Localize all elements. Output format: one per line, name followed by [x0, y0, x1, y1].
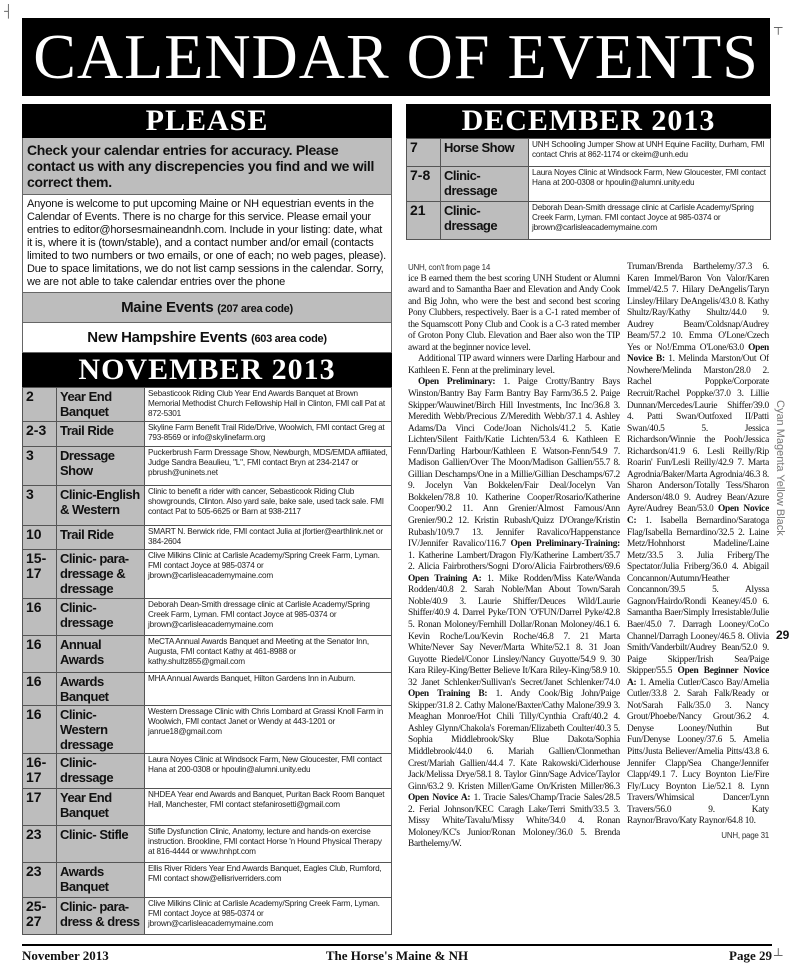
event-row [23, 550, 392, 599]
event-details: Sebasticook Riding Club Year End Awards Banquet at Brown Memorial Methodist Church Fellowship Hall in Clinton, FMI call Pat at 872-5301 [145, 388, 392, 422]
event-row [407, 139, 771, 167]
event-date: 10 [23, 526, 57, 550]
right-column [406, 104, 771, 240]
event-date: 16 [23, 673, 57, 706]
event-date: 16 [23, 599, 57, 636]
footer-issue: November 2013 [22, 948, 109, 963]
event-row [23, 388, 392, 422]
event-details: MeCTA Annual Awards Banquet and Meeting at the Senator Inn, Augusta, FMI contact Kathy at 461-8988 or kathy.shultz855@gmail.com [145, 636, 392, 673]
event-details: Deborah Dean-Smith dressage clinic at Carlisle Academy/Spring Creek Farm, Lyman. FMI contact Joyce at 985-0374 or jbrown@carlisleacademymaine.com [145, 599, 392, 636]
event-name: Dressage Show [57, 447, 145, 486]
continued-from: UNH, con't from page 14 [408, 263, 491, 272]
event-name: Clinic- para-dressage & dressage [57, 550, 145, 599]
event-name: Clinic- Western dressage [57, 706, 145, 754]
event-details: Clinic to benefit a rider with cancer, Sebasticook Riding Club showgrounds, Clinton. Also yard sale, bake sale, used tack sale. FMI contact Pat to 505-6625 or Barn at 938-2117 [145, 486, 392, 526]
event-details: Ellis River Riders Year End Awards Banquet, Eagles Club, Rumford, FMI contact show@ellisriverriders.com [145, 863, 392, 898]
event-details: Western Dressage Clinic with Chris Lombard at Grassi Knoll Farm in Woolwich, FMI contact Janet or Wendy at 443-1201 or janrue18@gmail.com [145, 706, 392, 754]
accuracy-notice: Check your calendar entries for accuracy. Please contact us with any discrepencies you find and we will correct them. [22, 138, 392, 195]
footer-publication: The Horse's Maine & NH [325, 948, 469, 963]
event-name: Year End Banquet [57, 388, 145, 422]
event-date: 16-17 [23, 754, 57, 789]
left-column [22, 104, 392, 935]
event-name: Clinic- Stifle [57, 826, 145, 863]
event-details: Deborah Dean-Smith dressage clinic at Carlisle Academy/Spring Creek Farm, Lyman. FMI contact Joyce at 985-0374 or jbrown@carlisleacademymaine.com [529, 202, 771, 240]
margin-page-number: 29 [776, 628, 790, 642]
event-date: 7 [407, 139, 441, 167]
event-details: Puckerbrush Farm Dressage Show, Newburgh, MDS/EMDA affiliated, Judge Sandra Beaulieu, "L", FMI contact Bryn at 234-2147 or pbrush@uninets.net [145, 447, 392, 486]
maine-events-header: Maine Events (207 area code) [22, 293, 392, 323]
event-date: 23 [23, 826, 57, 863]
event-date: 3 [23, 447, 57, 486]
event-name: Clinic- dressage [441, 202, 529, 240]
article-column-2 [627, 262, 769, 934]
event-row [23, 673, 392, 706]
event-details: SMART N. Berwick ride, FMI contact Julia at jfortier@earthlink.net or 384-2604 [145, 526, 392, 550]
article-paragraph: Additional TIP award winners were Darling Harbour and Kathleen E. Fenn at the preliminary level. [408, 354, 620, 376]
event-name: Annual Awards [57, 636, 145, 673]
event-date: 23 [23, 863, 57, 898]
event-row [23, 826, 392, 863]
event-row [23, 447, 392, 486]
event-row [23, 789, 392, 826]
event-details: MHA Annual Awards Banquet, Hilton Gardens Inn in Auburn. [145, 673, 392, 706]
results-block: Truman/Brenda Barthelemy/37.3 6. Karen Immel/Baron Von Valor/Karen Immel/42.5 7. Hilary DeAngelis/Taryn Linsley/Hilary DeAngelis/43.0 8. Kathy Shultz/Ray/Kathy Shultz/44.0 9. Audrey Beam/Coldsnap/Audrey Beam/57.2 10. Emma O'Lone/Czech Yes or No!/Emma O'Lone/63.0 Open Novice B: 1. Melinda Marston/Out Of Nowhere/Melinda Marston/28.0 2. Rachel Poppke/Corporate Recruit/Rachel Poppke/37.0 3. Lillie Dunnan/Mercedes/Laurie Shiffer/39.0 4. Patti Swan/Outfoxed II/Patti Swan/40.5 5. Jessica Richardson/Winnie the Pooh/Jessica Richardson/41.9 6. Lesli Reilly/Rip Roarin' Fun/Lesli Reilly/42.9 7. Marta Agrodnia/Baker/Marta Agrodnia/46.3 8. Sharon Anderson/Totally Tess/Sharon Anderson/48.0 9. Audrey Bean/Azure Ayre/Audrey Bean/53.0 Open Novice C: 1. Isabella Bernardino/Saratoga Flag/Isabella Bernardino/32.5 2. Laine Metz/Hohnhorst Madeline/Laine Metz/33.5 3. Julia Friberg/The Spectator/Julia Friberg/36.0 4. Abigail Concannon/Autumn/Heather Concannon/39.5 5. Alyssa Gagnon/Hairdo/Rondi Keaney/45.0 6. Samantha Baer/Simply Irresistable/Julie Baer/45.0 7. Darragh Looney/CoCo Channel/Darragh Looney/46.5 8. Olivia Smith/Vanderbilt/Audrey Bean/52.0 9. Paige Skipper/Irish Sea/Paige Skipper/55.5 Open Beginner Novice A: 1. Amelia Cutler/Casco Bay/Amelia Cutler/33.8 2. Sarah Falk/Ready or Not/Sarah Falk/35.0 3. Nancy Grout/Phoebe/Nancy Grout/36.2 4. Denyse Looney/Nuthin But Fun/Denyse Looney/37.6 5. Amelia Pitts/Justa Believer/Amelia Pitts/43.8 6. Jennifer Clapp/Sea Change/Jennifer Clapp/49.1 7. Lucy Boynton Lie/Fire Fly/Lucy Boynton Lie/52.1 8. Lynn Travers/Whimsical Dancer/Lynn Travers/56.0 9. Katy Raynor/Bravo/Katy Raynor/64.8 10. [627, 262, 769, 827]
event-details: Clive Milkins Clinic at Carlisle Academy/Spring Creek Farm, Lyman. FMI contact Joyce at 985-0374 or jbrown@carlisleacademymaine.com [145, 550, 392, 599]
event-details: Laura Noyes Clinic at Windsock Farm, New Gloucester, FMI contact Hana at 200-0308 or hpoulin@alumni.unity.edu [529, 167, 771, 202]
nh-events-header: New Hampshire Events (603 area code) [22, 323, 392, 353]
results-block: Open Preliminary: 1. Paige Crotty/Bantry Bays Winston/Bantry Bay Farm Bantry Bay Farm/36.5 2. Paige Skipper/Wauwinet/Birch Hill Investments, Inc Inc/36.8 3. Meredith Webb/Precious Z/Meredith Webb/37.1 4. Ashley Adams/Da Vinci Code/Joan Nichols/41.2 5. Katie Lichten/Silent Faith/Katie Lichten/53.4 6. Kathleen E Fenn/Darling Harbour/Kathleen E Watson-Fenn/54.9 7. Madison Gallien/Over The Moon/Madison Gallien/55.7 8. Gillian Deschamps/One in a Millie/Gillian Deschamps/67.2 9. Jocelyn Van Bokkelen/Fair Deal/Jocelyn Van Bokkelen/78.8 10. Katherine Cooper/Rosario/Katherine Cooper/90.2 11. Ann Grenier/Almost Famous/Ann Grenier/90.2 12. Kristin Rubash/Quizz D'Orange/Kristin Rubash/10/9.7 13. Jennifer Ravalico/Happenstance IV/Jennifer Ravalico/116.7 Open Preliminary-Training: 1. Katherine Lambert/Dragon Fly/Katherine Lambert/35.7 2. Alicia Fairbrothers/Sogni D'oro/Alicia Fairbrothers/69.6 Open Training A: 1. Mike Rodden/Miss Kate/Wanda Rodden/40.8 2. Sarah Noble/Man About Town/Sarah Noble/40.9 3. Laurie Shiffer/Deuces Wild/Laurie Shiffer/40.9 4. Darrel Pyke/TON 'O'FUN/Darrel Pyke/42.8 5. Ronan Moloney/Fernhill Dollar/Ronan Moloney/46.1 6. Kevin Roche/Lou/Kevin Roche/46.8 7. 21 Marta White/Never Say Never/Marta White/52.1 8. 31 Joan Guyotte Riedel/Conor Linsley/Nancy Guyotte/54.9 9. 30 Kara Riley-King/Better Believe It/Kara Riley-King/58.9 10. 32 Janet Schlenker/Sullivan's Secret/Janet Schlenker/74.0 Open Training B: 1. Andy Cook/Big John/Paige Skipper/31.8 2. Cathy Malone/Baxter/Cathy Malone/39.9 3. Meaghan Monroe/Hot Chili Tilly/Cynthia Craft/40.2 4. Ashley Glynn/Chakola's Foreman/Elizabeth Coulter/40.3 5. Sophia Middlebrook/Sky Blue Dakota/Sophia Middlebrook/44.0 6. Mariah Gallien/Clonmethan Crest/Mariah Gallien/44.4 7. Kate Rakowski/Ciderhouse Jack/Melissa Drye/58.1 8. Taylor Ginn/Sage Advice/Taylor Ginn/63.2 9. Kristen Miller/Game On/Kristen Miller/86.3 Open Novice A: 1. Tracie Sales/Champ/Tracie Sales/28.5 2. Ferial Johnson/KEC Caragh Lake/Terri Smith/33.5 3. Missy White/Tavalu/Missy White/34.0 4. Ronan Moloney/KC's Junior/Ronan Moloney/36.0 5. Brenda Barthelemy/W. [408, 377, 620, 850]
event-date: 3 [23, 486, 57, 526]
event-row [23, 486, 392, 526]
event-date: 16 [23, 706, 57, 754]
event-name: Clinic- para-dress & dress [57, 898, 145, 935]
november-heading: NOVEMBER 2013 [22, 353, 392, 387]
event-date: 25-27 [23, 898, 57, 935]
event-date: 21 [407, 202, 441, 240]
article-paragraph: ice B earned them the best scoring UNH Student or Alumni award and to Samantha Baer and Elevation and Andy Cook and Big John, who were the best and second best scoring Pony Clubbers, respectively. Baer is a C-1 rated member of the Squamscott Pony Club and Cook is a C-3 rated member of Groton Pony Club. Elevation and Baer also won the TIP award at the beginner novice level. [408, 273, 620, 353]
event-details: NHDEA Year end Awards and Banquet, Puritan Back Room Banquet Hall, Manchester, FMI contact stefanirosetti@gmail.com [145, 789, 392, 826]
event-date: 2 [23, 388, 57, 422]
event-name: Awards Banquet [57, 673, 145, 706]
color-registration-label: Cyan Magenta Yellow Black [774, 400, 786, 536]
december-heading: DECEMBER 2013 [406, 104, 771, 138]
event-row [23, 526, 392, 550]
event-name: Year End Banquet [57, 789, 145, 826]
event-name: Horse Show [441, 139, 529, 167]
submission-instructions: Anyone is welcome to put upcoming Maine or NH equestrian events in the Calendar of Events. There is no charge for this service. Please email your entries to editor@horsesmaineandnh.com. Include in your listing: date, what it is, where it is (town/stable), and a contact number and/or email (contacts limited to two numbers or two emails, or one of each; no web pages, please). Due to space limitations, we do not list camp sessions in the calendar. Sorry, we are not able to take calendar entries over the phone [22, 195, 392, 293]
december-events-table [406, 138, 771, 240]
event-date: 17 [23, 789, 57, 826]
page-title: CALENDAR OF EVENTS [22, 18, 770, 96]
event-row [407, 167, 771, 202]
event-name: Clinic- dressage [57, 599, 145, 636]
event-date: 7-8 [407, 167, 441, 202]
continued-to: UNH, page 31 [721, 830, 769, 840]
event-date: 15-17 [23, 550, 57, 599]
event-details: Skyline Farm Benefit Trail Ride/Drive, Woolwich, FMI contact Greg at 793-8569 or info@skylinefarm.org [145, 422, 392, 447]
event-row [23, 422, 392, 447]
event-name: Trail Ride [57, 422, 145, 447]
november-events-table [22, 387, 392, 935]
event-details: Clive Milkins Clinic at Carlisle Academy/Spring Creek Farm, Lyman. FMI contact Joyce at 985-0374 or jbrown@carlisleacademymaine.com [145, 898, 392, 935]
please-heading: PLEASE [22, 104, 392, 138]
event-name: Awards Banquet [57, 863, 145, 898]
event-date: 2-3 [23, 422, 57, 447]
event-name: Clinic-English & Western [57, 486, 145, 526]
article-column-1 [408, 262, 620, 934]
footer-page: Page 29 [729, 948, 772, 963]
event-row [23, 636, 392, 673]
event-row [23, 898, 392, 935]
event-row [23, 599, 392, 636]
event-row [23, 706, 392, 754]
footer-rule [22, 944, 772, 946]
event-row [407, 202, 771, 240]
event-details: UNH Schooling Jumper Show at UNH Equine Facility, Durham, FMI contact Chris at 862-1174 or ckeim@unh.edu [529, 139, 771, 167]
event-name: Trail Ride [57, 526, 145, 550]
event-name: Clinic- dressage [57, 754, 145, 789]
event-details: Stifle Dysfunction Clinic, Anatomy, lecture and hands-on exercise instruction. Brookline, FMI contact Horse 'n Hound Physical Therapy at 816-4444 or www.hnhpt.com [145, 826, 392, 863]
event-date: 16 [23, 636, 57, 673]
event-row [23, 863, 392, 898]
event-details: Laura Noyes Clinic at Windsock Farm, New Gloucester, FMI contact Hana at 200-0308 or hpoulin@alumni.unity.edu [145, 754, 392, 789]
event-name: Clinic- dressage [441, 167, 529, 202]
event-row [23, 754, 392, 789]
